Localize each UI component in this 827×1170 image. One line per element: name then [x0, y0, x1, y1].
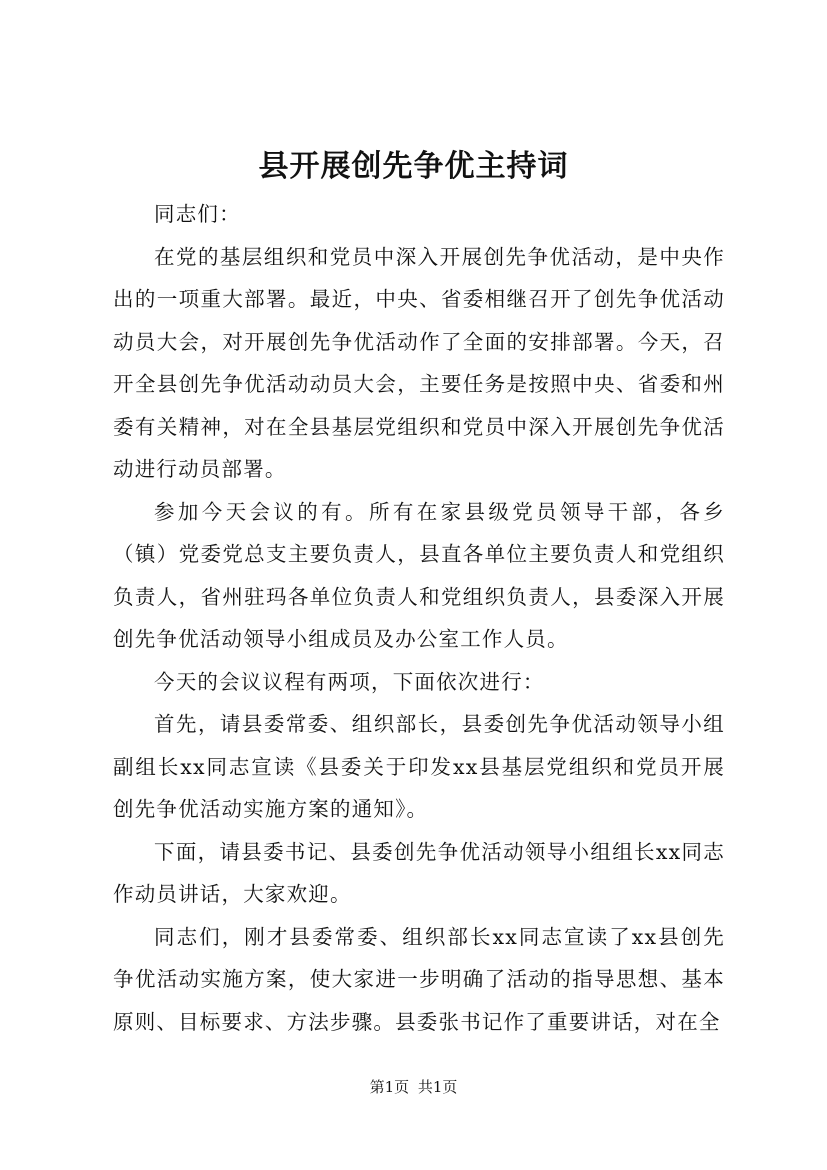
paragraph-6: 同志们，刚才县委常委、组织部长xx同志宣读了xx县创先争优活动实施方案，使大家进一步明确了活动的指导思想、基本原则、目标要求、方法步骤。县委张书记作了重要讲话，对在全: [113, 924, 725, 1034]
paragraph-salutation: 同志们：: [154, 202, 241, 226]
page-number-current: 第1页: [369, 1078, 410, 1096]
document-body: [113, 193, 725, 1043]
page-number-total: 共1页: [417, 1078, 458, 1096]
page-footer: [0, 1076, 827, 1098]
paragraph-5: 下面，请县委书记、县委创先争优活动领导小组组长xx同志作动员讲话，大家欢迎。: [113, 839, 725, 906]
paragraph-3: 今天的会议议程有两项，下面依次进行：: [154, 669, 545, 694]
document-title: 县开展创先争优主持词: [258, 149, 569, 184]
paragraph-1: 在党的基层组织和党员中深入开展创先争优活动，是中央作出的一项重大部署。最近，中央、省委相继召开了创先争优活动动员大会，对开展创先争优活动作了全面的安排部署。今天，召开全县创先争优活动动员大会，主要任务是按照中央、省委和州委有关精神，对在全县基层党组织和党员中深入开展创先争优活动进行动员部署。: [113, 244, 725, 481]
paragraph-4: 首先，请县委常委、组织部长，县委创先争优活动领导小组副组长xx同志宣读《县委关于印发xx县基层党组织和党员开展创先争优活动实施方案的通知》。: [113, 712, 725, 821]
paragraph-2: 参加今天会议的有。所有在家县级党员领导干部，各乡（镇）党委党总支主要负责人，县直各单位主要负责人和党组织负责人，省州驻玛各单位负责人和党组织负责人，县委深入开展创先争优活动领导小组成员及办公室工作人员。: [113, 499, 725, 651]
